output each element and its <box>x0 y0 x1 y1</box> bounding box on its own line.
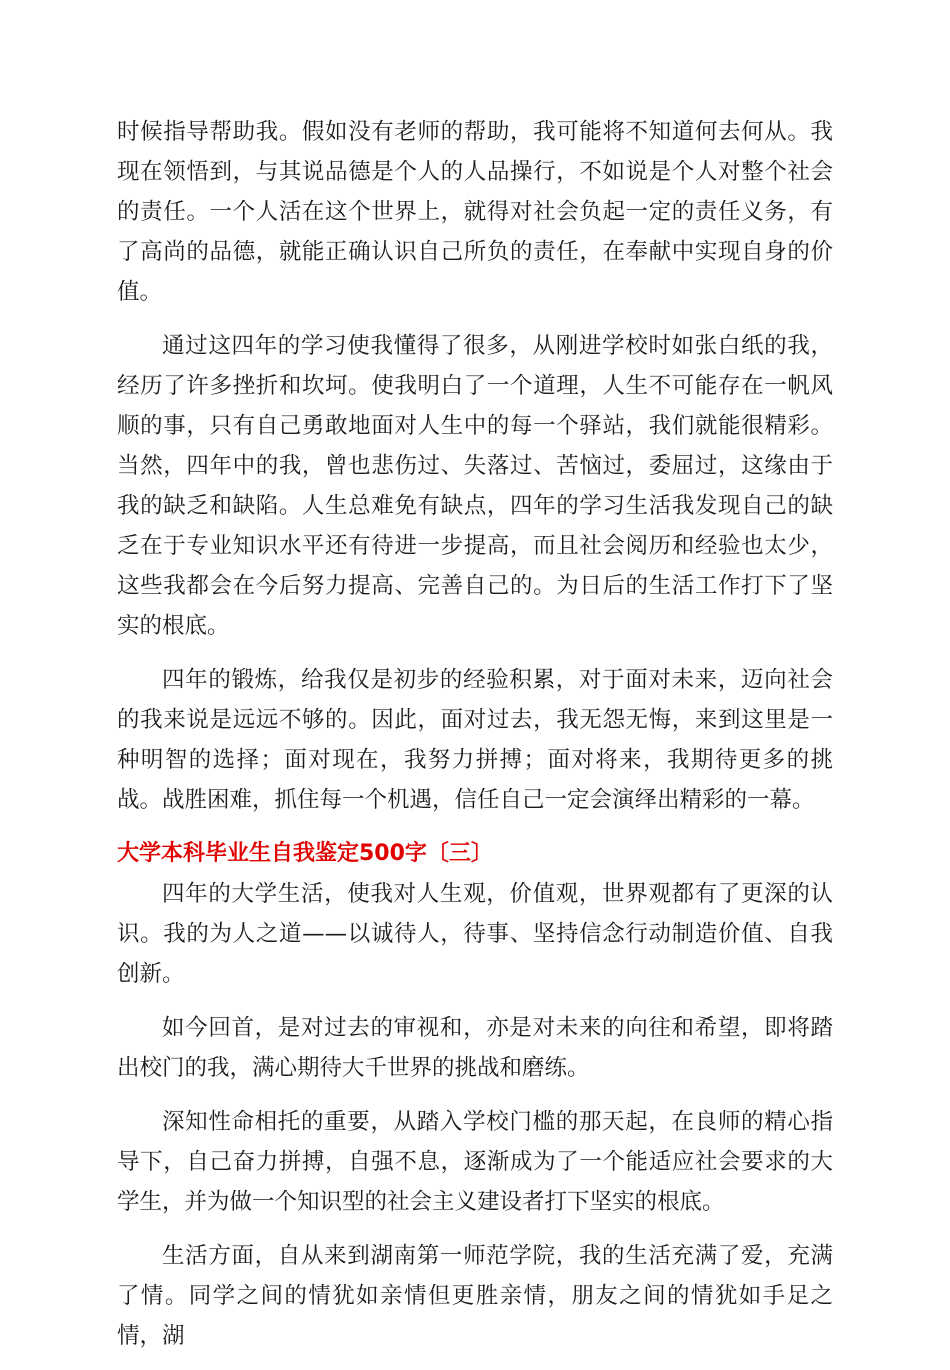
paragraph-university-life: 四年的大学生活，使我对人生观，价值观，世界观都有了更深的认识。我的为人之道——以诚待人，待事、坚持信念行动制造价值、自我创新。 <box>117 881 833 987</box>
paragraph-four-years-training: 四年的锻炼，给我仅是初步的经验积累，对于面对未来，迈向社会的我来说是远远不够的。因此，面对过去，我无怨无悔，来到这里是一种明智的选择；面对现在，我努力拼搏；面对将来，我期待更多的挑战。战胜困难，抓住每一个机遇，信任自己一定会演绎出精彩的一幕。 <box>117 667 833 813</box>
paragraph-life-aspect: 生活方面，自从来到湖南第一师范学院，我的生活充满了爱，充满了情。同学之间的情犹如亲情但更胜亲情，朋友之间的情犹如手足之情，湖 <box>117 1243 833 1349</box>
document-body <box>117 112 833 1370</box>
paragraph-looking-back: 如今回首，是对过去的审视和，亦是对未来的向往和希望，即将踏出校门的我，满心期待大千世界的挑战和磨练。 <box>117 1015 833 1081</box>
paragraph-entrusted-life: 深知性命相托的重要，从踏入学校门槛的那天起，在良师的精心指导下，自己奋力拼搏，自强不息，逐渐成为了一个能适应社会要求的大学生，并为做一个知识型的社会主义建设者打下坚实的根底。 <box>117 1109 833 1215</box>
paragraph-continued: 时候指导帮助我。假如没有老师的帮助，我可能将不知道何去何从。我现在领悟到，与其说品德是个人的人品操行，不如说是个人对整个社会的责任。一个人活在这个世界上，就得对社会负起一定的责任义务，有了高尚的品德，就能正确认识自己所负的责任，在奉献中实现自身的价值。 <box>117 119 833 305</box>
section-heading: 大学本科毕业生自我鉴定500字〔三〕 <box>117 841 493 866</box>
paragraph-four-years-learning: 通过这四年的学习使我懂得了很多，从刚进学校时如张白纸的我，经历了许多挫折和坎坷。使我明白了一个道理，人生不可能存在一帆风顺的事，只有自己勇敢地面对人生中的每一个驿站，我们就能很精彩。当然，四年中的我，曾也悲伤过、失落过、苦恼过，委屈过，这缘由于我的缺乏和缺陷。人生总难免有缺点，四年的学习生活我发现自己的缺乏在于专业知识水平还有待进一步提高，而且社会阅历和经验也太少，这些我都会在今后努力提高、完善自己的。为日后的生活工作打下了坚实的根底。 <box>117 333 833 639</box>
